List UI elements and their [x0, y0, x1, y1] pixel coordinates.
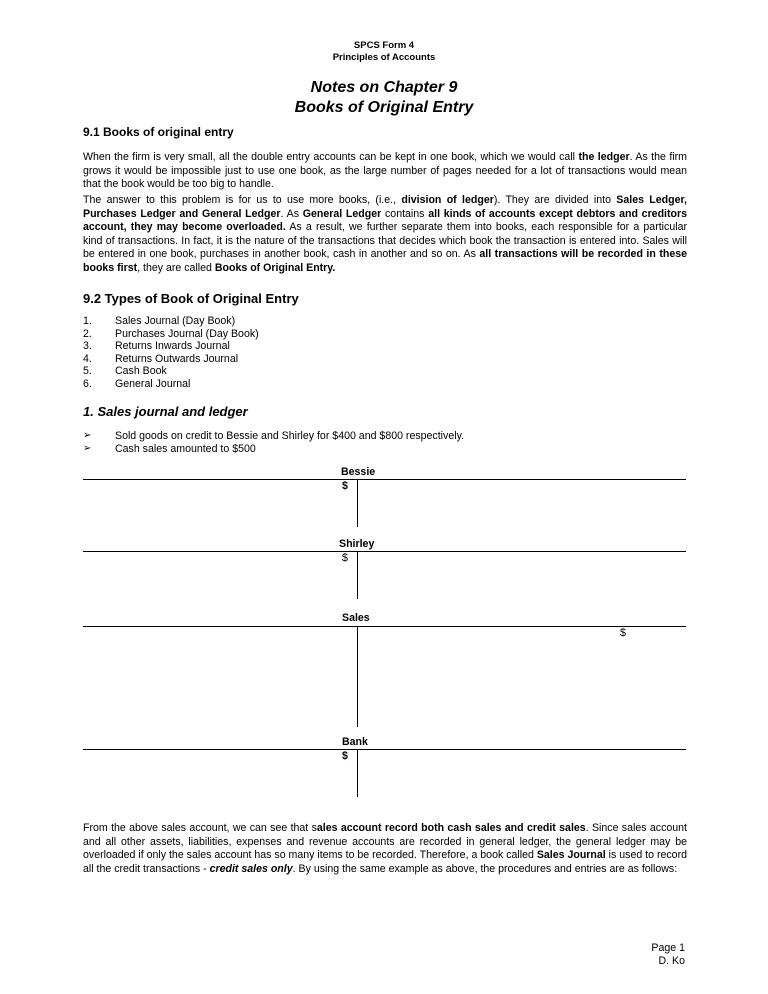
- text-run: The answer to this problem is for us to use more books, (i.e.,: [83, 194, 402, 206]
- list-label: Returns Outwards Journal: [115, 352, 239, 365]
- sales-credit-currency: $: [620, 627, 626, 639]
- t-account-top-line: [83, 749, 686, 750]
- bold-run: all transactions will be recorded in these books first: [83, 248, 687, 274]
- list-item: [83, 365, 259, 378]
- account-sales-title: Sales: [342, 612, 370, 624]
- t-account-divider: [357, 551, 358, 599]
- title-line-1: Notes on Chapter 9: [310, 79, 458, 96]
- list-number: 5.: [83, 365, 92, 378]
- bank-debit-currency: $: [342, 750, 348, 762]
- text-run: is used to record all the credit transactions -: [83, 849, 687, 875]
- list-item: [83, 443, 464, 456]
- bold-run: Sales Ledger, Purchases Ledger and General Ledger: [83, 194, 687, 220]
- t-account-divider: [357, 749, 358, 797]
- account-bank-title: Bank: [342, 736, 368, 748]
- bullet-text: Cash sales amounted to $500: [115, 442, 256, 455]
- list-number: 1.: [83, 315, 92, 327]
- bold-run: Books of Original Entry.: [214, 261, 336, 274]
- list-label: Cash Book: [115, 365, 167, 378]
- section-9-1-heading: 9.1 Books of original entry: [83, 125, 234, 139]
- text-run: , they are called: [137, 261, 215, 274]
- text-run: ). They are divided into: [493, 194, 617, 206]
- list-label: General Journal: [115, 377, 191, 390]
- list-item: [83, 315, 259, 328]
- page-number: Page 1: [651, 942, 685, 954]
- transaction-list: [83, 430, 464, 455]
- list-item: [83, 340, 259, 353]
- account-bessie-title: Bessie: [341, 466, 376, 478]
- header-line-1: SPCS Form 4: [353, 40, 415, 51]
- list-number: 3.: [83, 340, 92, 353]
- bold-run: division of ledger: [401, 194, 494, 206]
- text-run: . As the firm grows it would be impossible just to use one book, as the large number of pages needed for a lot of transactions would mean that the book would be too big to handle.: [83, 151, 687, 190]
- bold-run: the ledger: [578, 151, 630, 163]
- paragraph-sales-journal: [83, 822, 687, 876]
- text-run: contains: [381, 207, 429, 220]
- sales-journal-heading: 1. Sales journal and ledger: [83, 404, 248, 419]
- section-9-2-heading: 9.2 Types of Book of Original Entry: [83, 291, 299, 306]
- bullet-text: Sold goods on credit to Bessie and Shirley for $400 and $800 respectively.: [115, 430, 465, 442]
- text-run: From the above sales account, we can see that s: [83, 822, 317, 834]
- account-shirley-title: Shirley: [339, 538, 375, 550]
- page-title: [0, 78, 768, 118]
- book-types-list: [83, 315, 259, 391]
- bold-run: all kinds of accounts except debtors and creditors account, they may become overloaded.: [83, 207, 688, 233]
- bessie-debit-currency: $: [342, 480, 348, 492]
- author-initials: D. Ko: [658, 955, 685, 967]
- list-label: Returns Inwards Journal: [115, 340, 230, 353]
- list-item: [83, 328, 259, 341]
- text-run: . As: [280, 207, 303, 220]
- list-item: [83, 378, 259, 391]
- bold-run: Sales Journal: [536, 849, 606, 861]
- page-footer: [651, 942, 685, 968]
- t-account-divider: [357, 626, 358, 727]
- list-item: [83, 430, 464, 443]
- arrow-bullet-icon: ➢: [83, 442, 92, 454]
- arrow-bullet-icon: ➢: [83, 430, 92, 441]
- bold-italic-run: credit sales only: [209, 862, 293, 875]
- text-run: As a result, we further separate them into books, each responsible for a particular kind of transactions. In fact, it is the nature of the transactions that decides which book the transaction is entered into. Sales will be entered in one book, purchases in another book, cash in another and so on. As: [83, 221, 687, 260]
- list-number: 6.: [83, 377, 92, 390]
- form-header: [0, 40, 768, 64]
- paragraph-ledger: [83, 151, 687, 192]
- list-label: Sales Journal (Day Book): [115, 315, 236, 327]
- header-line-2: Principles of Accounts: [332, 52, 436, 63]
- t-account-top-line: [83, 551, 686, 552]
- bold-run: ales account record both cash sales and credit sales: [316, 822, 586, 834]
- list-number: 2.: [83, 327, 92, 340]
- list-number: 4.: [83, 352, 92, 365]
- shirley-debit-currency: $: [342, 552, 348, 564]
- t-account-divider: [357, 479, 358, 527]
- t-account-top-line: [83, 626, 686, 627]
- bold-run: General Ledger: [302, 207, 382, 220]
- text-run: When the firm is very small, all the double entry accounts can be kept in one book, which we would call: [83, 151, 579, 163]
- text-run: . Since sales account and all other assets, liabilities, expenses and revenue accounts are recorded in general ledger, the general ledger may be overloaded if only the sales account has so many items to be recorded. Therefore, a book called: [83, 822, 687, 861]
- list-item: [83, 353, 259, 366]
- paragraph-division-of-ledger: [83, 194, 687, 275]
- list-label: Purchases Journal (Day Book): [115, 327, 259, 340]
- text-run: . By using the same example as above, the procedures and entries are as follows:: [292, 862, 678, 875]
- t-account-top-line: [83, 479, 686, 480]
- title-line-2: Books of Original Entry: [294, 99, 474, 116]
